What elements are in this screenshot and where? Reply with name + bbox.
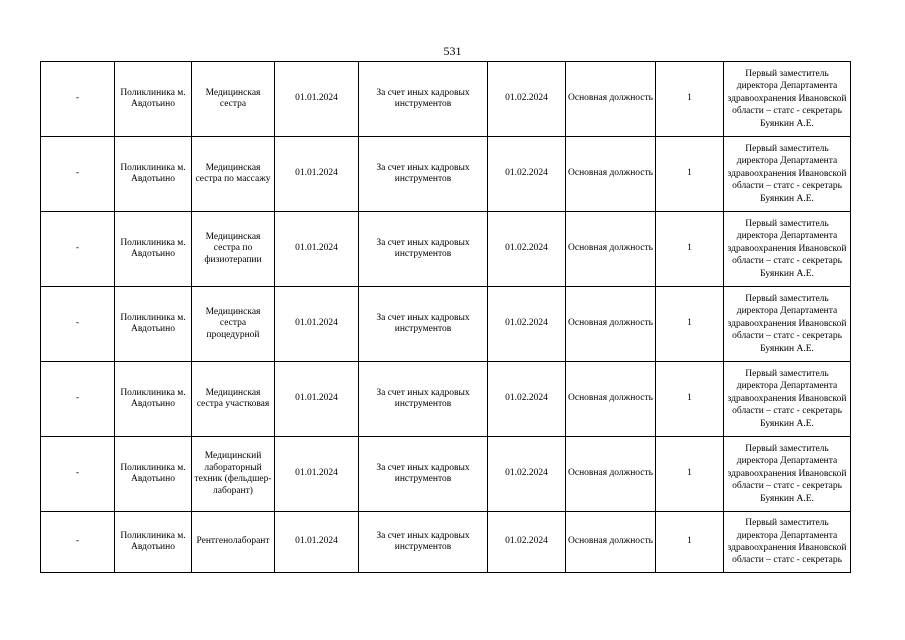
table-row	[41, 212, 851, 287]
end-date-cell: 01.02.2024	[488, 212, 566, 287]
end-date-cell: 01.02.2024	[488, 287, 566, 362]
position-cell: Рентгенолаборант	[192, 512, 275, 573]
position-cell: Медицинский лабораторный техник (фельдшер-лаборант)	[192, 437, 275, 512]
source-cell: За счет иных кадровых инструментов	[359, 362, 488, 437]
start-date-cell: 01.01.2024	[275, 287, 359, 362]
position-cell: Медицинская сестра участковая	[192, 362, 275, 437]
approver-cell: Первый заместитель директора Департамента здравоохранения Ивановской области – статс - секретарь Буянкин А.Е.	[724, 62, 851, 137]
clinic-cell: Поликлиника м. Авдотьино	[115, 212, 192, 287]
count-cell: 1	[656, 212, 724, 287]
count-cell: 1	[656, 512, 724, 573]
clinic-cell: Поликлиника м. Авдотьино	[115, 512, 192, 573]
table-row	[41, 137, 851, 212]
position-type-cell: Основная должность	[566, 362, 656, 437]
clinic-cell: Поликлиника м. Авдотьино	[115, 62, 192, 137]
approver-cell: Первый заместитель директора Департамента здравоохранения Ивановской области – статс - секретарь	[724, 512, 851, 573]
start-date-cell: 01.01.2024	[275, 137, 359, 212]
source-cell: За счет иных кадровых инструментов	[359, 62, 488, 137]
end-date-cell: 01.02.2024	[488, 512, 566, 573]
end-date-cell: 01.02.2024	[488, 362, 566, 437]
start-date-cell: 01.01.2024	[275, 512, 359, 573]
source-cell: За счет иных кадровых инструментов	[359, 137, 488, 212]
table-row	[41, 437, 851, 512]
end-date-cell: 01.02.2024	[488, 437, 566, 512]
count-cell: 1	[656, 287, 724, 362]
approver-cell: Первый заместитель директора Департамента здравоохранения Ивановской области – статс - секретарь Буянкин А.Е.	[724, 137, 851, 212]
row-number-cell: -	[41, 512, 115, 573]
approver-cell: Первый заместитель директора Департамента здравоохранения Ивановской области – статс - секретарь Буянкин А.Е.	[724, 287, 851, 362]
table-row	[41, 287, 851, 362]
position-cell: Медицинская сестра	[192, 62, 275, 137]
position-type-cell: Основная должность	[566, 212, 656, 287]
position-cell: Медицинская сестра процедурной	[192, 287, 275, 362]
start-date-cell: 01.01.2024	[275, 437, 359, 512]
clinic-cell: Поликлиника м. Авдотьино	[115, 437, 192, 512]
position-type-cell: Основная должность	[566, 62, 656, 137]
approver-cell: Первый заместитель директора Департамента здравоохранения Ивановской области – статс - секретарь Буянкин А.Е.	[724, 212, 851, 287]
row-number-cell: -	[41, 62, 115, 137]
position-cell: Медицинская сестра по физиотерапии	[192, 212, 275, 287]
position-type-cell: Основная должность	[566, 137, 656, 212]
row-number-cell: -	[41, 137, 115, 212]
source-cell: За счет иных кадровых инструментов	[359, 512, 488, 573]
start-date-cell: 01.01.2024	[275, 62, 359, 137]
row-number-cell: -	[41, 362, 115, 437]
row-number-cell: -	[41, 287, 115, 362]
end-date-cell: 01.02.2024	[488, 137, 566, 212]
count-cell: 1	[656, 62, 724, 137]
approver-cell: Первый заместитель директора Департамента здравоохранения Ивановской области – статс - секретарь Буянкин А.Е.	[724, 362, 851, 437]
page-number: 531	[443, 44, 462, 58]
position-type-cell: Основная должность	[566, 512, 656, 573]
source-cell: За счет иных кадровых инструментов	[359, 437, 488, 512]
table-row	[41, 362, 851, 437]
source-cell: За счет иных кадровых инструментов	[359, 287, 488, 362]
clinic-cell: Поликлиника м. Авдотьино	[115, 362, 192, 437]
approver-cell: Первый заместитель директора Департамента здравоохранения Ивановской области – статс - секретарь Буянкин А.Е.	[724, 437, 851, 512]
row-number-cell: -	[41, 212, 115, 287]
count-cell: 1	[656, 437, 724, 512]
clinic-cell: Поликлиника м. Авдотьино	[115, 287, 192, 362]
table-row	[41, 512, 851, 573]
clinic-cell: Поликлиника м. Авдотьино	[115, 137, 192, 212]
position-cell: Медицинская сестра по массажу	[192, 137, 275, 212]
position-type-cell: Основная должность	[566, 287, 656, 362]
staffing-table	[40, 61, 851, 573]
start-date-cell: 01.01.2024	[275, 212, 359, 287]
position-type-cell: Основная должность	[566, 437, 656, 512]
source-cell: За счет иных кадровых инструментов	[359, 212, 488, 287]
table-row	[41, 62, 851, 137]
end-date-cell: 01.02.2024	[488, 62, 566, 137]
start-date-cell: 01.01.2024	[275, 362, 359, 437]
row-number-cell: -	[41, 437, 115, 512]
count-cell: 1	[656, 137, 724, 212]
count-cell: 1	[656, 362, 724, 437]
